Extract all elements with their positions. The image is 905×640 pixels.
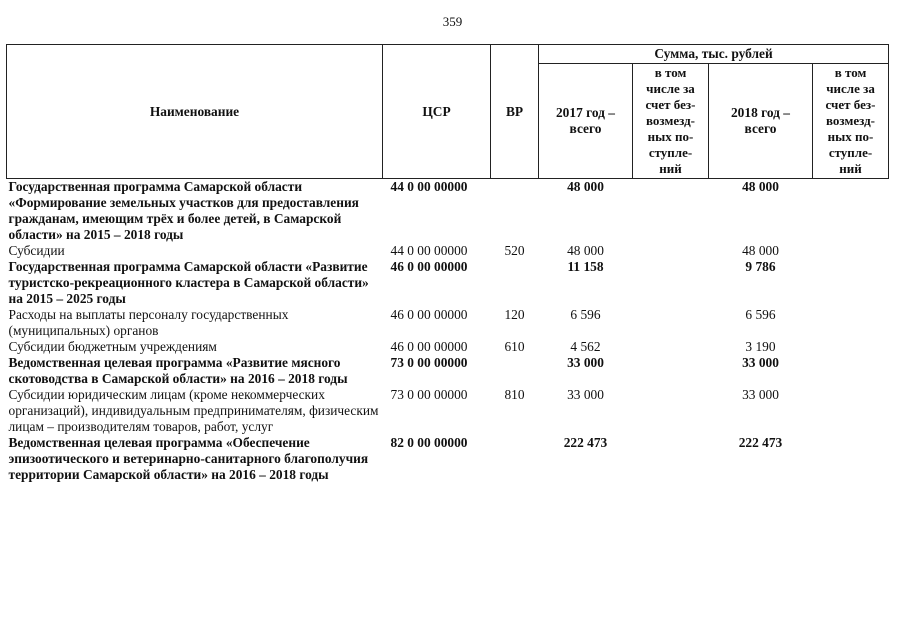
row-csr: 82 0 00 00000 <box>390 435 468 450</box>
row-name: Государственная программа Самарской области «Развитие туристско-рекреационного кластера в Самарской области» на 2015 – 2025 годы <box>8 259 369 306</box>
row-csr: 44 0 00 00000 <box>390 243 468 258</box>
row-2017-free <box>633 243 709 259</box>
row-2017-total: 33 000 <box>567 355 604 370</box>
header-sum-group: Сумма, тыс. рублей <box>539 45 889 64</box>
row-2018-total: 48 000 <box>742 243 779 258</box>
row-2018-free <box>813 355 889 387</box>
row-2018-free <box>813 259 889 307</box>
row-2018-free <box>813 339 889 355</box>
row-name: Государственная программа Самарской области «Формирование земельных участков для предоставления гражданам, имеющим трёх и более детей, в Самарской области» на 2015 – 2018 годы <box>8 179 359 242</box>
row-2018-total: 6 596 <box>745 307 776 322</box>
row-2017-total: 33 000 <box>567 387 604 402</box>
header-2018-total: 2018 год – всего <box>709 64 813 179</box>
row-2017-total: 6 596 <box>570 307 601 322</box>
row-name: Расходы на выплаты персоналу государственных (муниципальных) органов <box>8 307 289 338</box>
row-2017-total: 4 562 <box>570 339 601 354</box>
row-2017-free <box>633 355 709 387</box>
header-vr: ВР <box>491 45 539 179</box>
row-csr: 44 0 00 00000 <box>390 179 468 194</box>
table-row <box>7 243 889 259</box>
row-vr <box>491 355 539 387</box>
row-2017-total: 48 000 <box>567 243 604 258</box>
row-csr: 73 0 00 00000 <box>390 387 468 402</box>
row-2018-total: 33 000 <box>742 355 779 370</box>
row-vr <box>491 259 539 307</box>
row-2018-total: 222 473 <box>738 435 783 450</box>
row-2017-total: 11 158 <box>567 259 604 274</box>
row-vr: 610 <box>504 339 525 354</box>
row-vr: 120 <box>504 307 525 322</box>
page-number: 359 <box>442 14 463 29</box>
row-vr: 520 <box>504 243 525 258</box>
row-vr <box>491 179 539 244</box>
header-2017-free: в том числе за счет без- возмезд- ных по- ступле- ний <box>633 64 709 179</box>
row-2017-total: 222 473 <box>563 435 608 450</box>
row-csr: 73 0 00 00000 <box>390 355 468 370</box>
table-row <box>7 387 889 435</box>
row-name: Субсидии <box>8 243 65 258</box>
table-row <box>7 179 889 244</box>
row-2017-total: 48 000 <box>567 179 604 194</box>
row-2017-free <box>633 339 709 355</box>
header-2017-total: 2017 год – всего <box>539 64 633 179</box>
row-2018-total: 3 190 <box>745 339 776 354</box>
row-csr: 46 0 00 00000 <box>390 307 468 322</box>
row-2018-free <box>813 243 889 259</box>
row-2018-total: 9 786 <box>745 259 776 274</box>
row-name: Ведомственная целевая программа «Развитие мясного скотоводства в Самарской области» на 2016 – 2018 годы <box>8 355 348 386</box>
row-name: Субсидии бюджетным учреждениям <box>8 339 217 354</box>
budget-table <box>6 44 889 483</box>
row-2018-free <box>813 435 889 483</box>
row-2018-free <box>813 387 889 435</box>
header-name: Наименование <box>7 45 383 179</box>
header-2018-free: в том числе за счет без- возмезд- ных по- ступле- ний <box>813 64 889 179</box>
row-2017-free <box>633 259 709 307</box>
table-row <box>7 435 889 483</box>
table-row <box>7 355 889 387</box>
row-2018-free <box>813 179 889 244</box>
row-name: Субсидии юридическим лицам (кроме некоммерческих организаций), индивидуальным предпринимателям, физическим лицам – производителям товаров, работ, услуг <box>8 387 379 434</box>
table-row <box>7 339 889 355</box>
row-csr: 46 0 00 00000 <box>390 259 468 274</box>
row-csr: 46 0 00 00000 <box>390 339 468 354</box>
row-name: Ведомственная целевая программа «Обеспечение эпизоотического и ветеринарно-санитарного благополучия территории Самарской области» на 2016 – 2018 годы <box>8 435 369 482</box>
row-2018-total: 33 000 <box>742 387 779 402</box>
row-2017-free <box>633 307 709 339</box>
table-body <box>7 179 889 484</box>
row-2017-free <box>633 435 709 483</box>
row-vr: 810 <box>504 387 525 402</box>
row-2017-free <box>633 179 709 244</box>
table-row <box>7 307 889 339</box>
row-2018-free <box>813 307 889 339</box>
table-row <box>7 259 889 307</box>
row-2018-total: 48 000 <box>742 179 779 194</box>
row-2017-free <box>633 387 709 435</box>
row-vr <box>491 435 539 483</box>
header-csr: ЦСР <box>383 45 491 179</box>
